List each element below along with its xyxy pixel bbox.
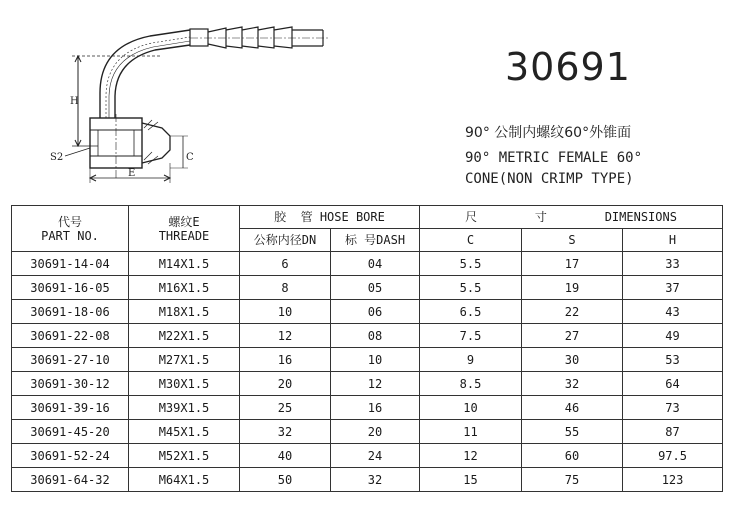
cell-h: 123 xyxy=(623,468,723,492)
cell-part: 30691-39-16 xyxy=(12,396,129,420)
table-row xyxy=(12,420,723,444)
h-label: H xyxy=(70,96,79,107)
cell-c: 5.5 xyxy=(420,276,522,300)
cell-dash: 16 xyxy=(331,396,420,420)
cell-c: 11 xyxy=(420,420,522,444)
cell-c: 8.5 xyxy=(420,372,522,396)
cell-thread: M64X1.5 xyxy=(129,468,240,492)
cell-h: 87 xyxy=(623,420,723,444)
cell-thread: M22X1.5 xyxy=(129,324,240,348)
cell-s: 32 xyxy=(522,372,623,396)
cell-thread: M39X1.5 xyxy=(129,396,240,420)
cell-dn: 12 xyxy=(240,324,331,348)
cell-h: 53 xyxy=(623,348,723,372)
table-body xyxy=(12,252,723,492)
cell-c: 10 xyxy=(420,396,522,420)
cell-dash: 06 xyxy=(331,300,420,324)
cell-dn: 25 xyxy=(240,396,331,420)
cell-dash: 20 xyxy=(331,420,420,444)
cell-s: 55 xyxy=(522,420,623,444)
table-row xyxy=(12,444,723,468)
table-row xyxy=(12,324,723,348)
table-row xyxy=(12,276,723,300)
cell-thread: M18X1.5 xyxy=(129,300,240,324)
cell-part: 30691-22-08 xyxy=(12,324,129,348)
cell-h: 43 xyxy=(623,300,723,324)
cell-part: 30691-52-24 xyxy=(12,444,129,468)
table-row xyxy=(12,300,723,324)
cell-thread: M27X1.5 xyxy=(129,348,240,372)
cell-dn: 16 xyxy=(240,348,331,372)
cell-h: 64 xyxy=(623,372,723,396)
cell-thread: M14X1.5 xyxy=(129,252,240,276)
cell-c: 6.5 xyxy=(420,300,522,324)
cell-h: 97.5 xyxy=(623,444,723,468)
stem-collar xyxy=(190,29,208,46)
cell-c: 15 xyxy=(420,468,522,492)
part-number-title: 30691 xyxy=(505,45,631,89)
cell-dn: 10 xyxy=(240,300,331,324)
cell-h: 33 xyxy=(623,252,723,276)
description-english-line2: CONE(NON CRIMP TYPE) xyxy=(465,171,634,187)
cell-part: 30691-14-04 xyxy=(12,252,129,276)
header-h: H xyxy=(623,229,723,252)
cell-part: 30691-45-20 xyxy=(12,420,129,444)
cell-dn: 50 xyxy=(240,468,331,492)
cell-thread: M30X1.5 xyxy=(129,372,240,396)
cell-s: 46 xyxy=(522,396,623,420)
cell-h: 49 xyxy=(623,324,723,348)
cell-h: 37 xyxy=(623,276,723,300)
cell-c: 5.5 xyxy=(420,252,522,276)
cell-dash: 12 xyxy=(331,372,420,396)
header-thread: 螺纹E THREADE xyxy=(129,206,240,252)
header-dimensions: 尺 寸 DIMENSIONS xyxy=(420,206,723,229)
cell-dash: 05 xyxy=(331,276,420,300)
table-row xyxy=(12,372,723,396)
cell-dash: 08 xyxy=(331,324,420,348)
header-part-no: 代号 PART NO. xyxy=(12,206,129,252)
header-dn: 公称内径DN xyxy=(240,229,331,252)
table-row xyxy=(12,468,723,492)
cell-dn: 40 xyxy=(240,444,331,468)
cell-part: 30691-27-10 xyxy=(12,348,129,372)
cell-thread: M52X1.5 xyxy=(129,444,240,468)
cell-part: 30691-18-06 xyxy=(12,300,129,324)
cell-dn: 32 xyxy=(240,420,331,444)
header-c: C xyxy=(420,229,522,252)
cell-part: 30691-16-05 xyxy=(12,276,129,300)
cell-part: 30691-30-12 xyxy=(12,372,129,396)
cell-dash: 32 xyxy=(331,468,420,492)
cell-s: 19 xyxy=(522,276,623,300)
table-row xyxy=(12,348,723,372)
cone-seat xyxy=(142,123,170,163)
cell-thread: M16X1.5 xyxy=(129,276,240,300)
fitting-drawing xyxy=(40,18,340,193)
cell-h: 73 xyxy=(623,396,723,420)
e-label: E xyxy=(128,168,136,179)
table-row xyxy=(12,252,723,276)
cell-s: 60 xyxy=(522,444,623,468)
cell-thread: M45X1.5 xyxy=(129,420,240,444)
cell-c: 9 xyxy=(420,348,522,372)
cell-dn: 6 xyxy=(240,252,331,276)
cell-part: 30691-64-32 xyxy=(12,468,129,492)
cell-c: 12 xyxy=(420,444,522,468)
header-s: S xyxy=(522,229,623,252)
hose-barbs xyxy=(208,27,323,48)
description-chinese: 90° 公制内螺纹60°外锥面 xyxy=(465,125,632,141)
table-row xyxy=(12,396,723,420)
specification-table xyxy=(11,205,723,492)
cell-s: 75 xyxy=(522,468,623,492)
cell-s: 27 xyxy=(522,324,623,348)
cell-dn: 20 xyxy=(240,372,331,396)
c-label: C xyxy=(186,152,194,163)
cell-dn: 8 xyxy=(240,276,331,300)
cell-s: 22 xyxy=(522,300,623,324)
cell-dash: 10 xyxy=(331,348,420,372)
header-hose-bore: 胶 管 HOSE BORE xyxy=(240,206,420,229)
s2-label: S2 xyxy=(50,152,64,163)
cell-dash: 24 xyxy=(331,444,420,468)
description-english-line1: 90° METRIC FEMALE 60° xyxy=(465,150,643,166)
cell-dash: 04 xyxy=(331,252,420,276)
cell-s: 30 xyxy=(522,348,623,372)
header-dash: 标 号DASH xyxy=(331,229,420,252)
cell-c: 7.5 xyxy=(420,324,522,348)
cell-s: 17 xyxy=(522,252,623,276)
